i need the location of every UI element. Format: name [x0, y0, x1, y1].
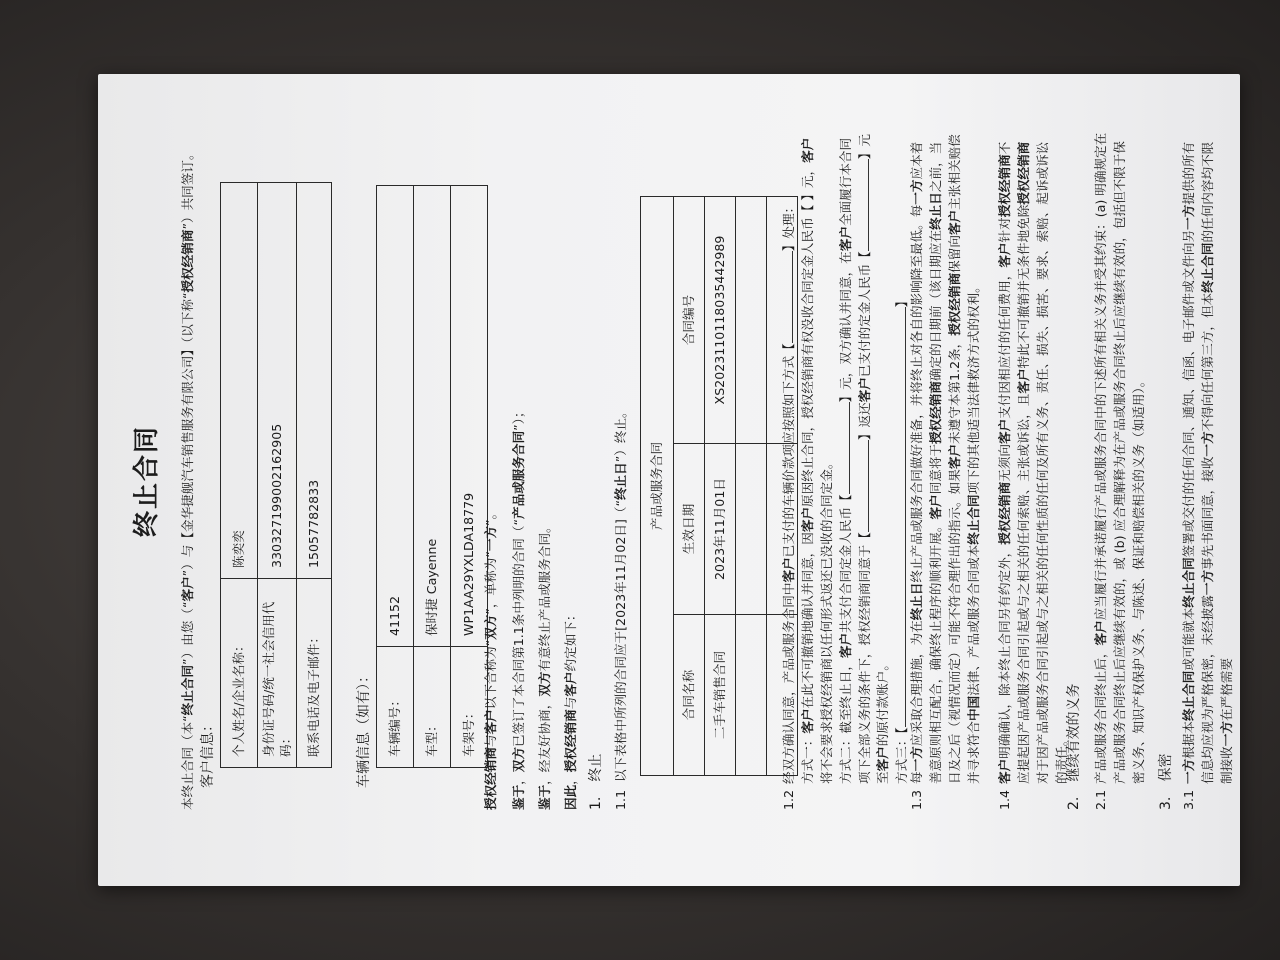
therefore-paragraph: 因此，授权经销商与客户约定如下： — [563, 608, 578, 810]
table-row — [258, 183, 297, 768]
section-2-heading: 2. 继续有效的义务 — [1066, 683, 1082, 810]
table-row — [297, 183, 332, 768]
header-effective-date: 生效日期 — [674, 444, 705, 615]
customer-contact-label: 联系电话及电子邮件： — [297, 579, 332, 768]
customer-name-label: 个人姓名/企业名称： — [221, 579, 258, 768]
table-row — [641, 197, 674, 776]
intro-paragraph: 本终止合同（本“终止合同”）由您（“客户”）与【金华捷舰汽车销售服务有限公司】（以下称“授权经销商”）共同签订。 — [180, 147, 195, 810]
section-1-heading: 1. 终止 — [588, 753, 604, 810]
clause-3-1: 3.1 一方根据本终止合同或可能就本终止合同签署或交付的任何合同、通知、信函、电子邮件或文件向另一方提供的所有信息均应视为严格保密，未经披露一方事先书面同意，接收一方不得向任何第三方，但本终止合同的任何内容均不限制接收一方在严格需要 — [1181, 141, 1234, 810]
table-row — [736, 197, 767, 776]
vehicle-info-table — [376, 185, 488, 768]
table-row — [377, 186, 414, 768]
customer-contact-value: 15057782833 — [297, 183, 332, 579]
clause-1-1: 1.1 以下表格中所列的合同应于[2023年11月02日]（“终止日”）终止。 — [613, 405, 628, 810]
customer-id-label: 身份证号码/统一社会信用代码： — [258, 579, 297, 768]
product-table-caption: 产品或服务合同 — [641, 197, 674, 776]
clause-1-4: 1.4 客户明确确认，除本终止合同另有约定外，授权经销商无须向客户支付因相应付的任何费用，客户针对授权经销商不应提起因产品或服务合同引起或与之相关的任何索赔、主张或诉讼，且客户特此不可撤销并无条件地免除授权经销商 对于因产品或服务合同引起或与之相关的任何性质的任何及所有义务、责任、损失、损害、要求、索赔、起诉或诉讼的责任。 — [997, 141, 1069, 810]
vehicle-number-label: 车辆编号： — [377, 647, 414, 768]
header-contract-number: 合同编号 — [674, 197, 705, 444]
customer-info-table — [220, 182, 332, 768]
vehicle-vin-value: WP1AA29YXLDA18779 — [451, 186, 488, 647]
cell-contract-number: XS20231101180354429​89 — [705, 197, 736, 444]
whereas-paragraph-1: 鉴于，双方已签订了本合同第1.1条中列明的合同（“产品或服务合同”）； — [511, 405, 526, 810]
clause-1-2: 1.2 经双方确认同意，产品或服务合同中客户已支付的车辆价款项应按照如下方式【】处理： 方式一：客户在此不可撤销地确认并同意，因客户原因终止合同，授权经销商有权没收合同定金人民币【 】元，客户将不会要求授权经销商以任何形式返还已没收的合同定金。 方式二：截至终止日，客户共支付合同定金人民币【】元，双方确认并同意，在客户全面履行本合同项下全部义务的条件下，授权经销商同意于【】返还客户已支付的定金人民币【】元至客户的原付款账户。 方式三：【】 — [781, 134, 910, 810]
parties-paragraph: 授权经销商与客户以下合称为“双方”，单称为“一方”。 — [483, 506, 498, 810]
clause-2-1: 2.1 产品或服务合同终止后，客户应当履行并承诺履行产品或服务合同中的下述所有相关义务并受其约束：(a) 明确规定在产品或服务合同终止后应继续有效的，或 (b) 应合理解释为在产品或服务合同终止后应继续有效的，包括但不限于保密义务、知识产权保护义务、与陈述、保证和赔偿相关的义务（如适用）。 — [1093, 132, 1146, 810]
vehicle-model-label: 车型： — [414, 647, 451, 768]
cell-contract-name: 二手车销售合同 — [705, 615, 736, 776]
customer-id-value: 330327199002162905 — [258, 183, 297, 579]
header-contract-name: 合同名称 — [674, 615, 705, 776]
vehicle-vin-label: 车架号： — [451, 647, 488, 768]
vehicle-info-heading: 车辆信息（如有）： — [356, 669, 372, 788]
section-3-heading: 3. 保密 — [1158, 753, 1174, 810]
table-row — [414, 186, 451, 768]
rotated-page-content — [112, 86, 1234, 876]
customer-name-value: 陈奕奕 — [221, 183, 258, 579]
vehicle-model-value: 保时捷 Cayenne — [414, 186, 451, 647]
clause-1-3: 1.3 每一方应采取合理措施，为在终止日终止产品或服务合同做好准备，并将终止对各自的影响降至最低。每一方应本着善意原则相互配合，确保终止程序的顺利开展。客户同意将于授权经销商确定的日期前（该日期应在终止日之前，当日及之后（视情况而定）可能不符合理作出的指示。如果客户未遵守本第1.2条，授权经销商保留向客户主张相关赔偿并寻求符合中国法律、产品或服务合同或本终止合同项下的其他适当法律救济方式的权利。 — [909, 134, 981, 810]
cell-effective-date: 2023年11月01日 — [705, 444, 736, 615]
table-row — [674, 197, 705, 776]
table-row — [705, 197, 736, 776]
product-contract-table-wrap — [640, 116, 798, 776]
customer-info-heading: 客户信息： — [200, 718, 216, 788]
document-title: 终止合同 — [132, 425, 162, 538]
vehicle-number-value: 41152 — [377, 186, 414, 647]
table-row — [221, 183, 258, 768]
whereas-paragraph-2: 鉴于，经友好协商，双方有意终止产品或服务合同。 — [537, 520, 552, 810]
product-contract-table — [640, 196, 798, 776]
